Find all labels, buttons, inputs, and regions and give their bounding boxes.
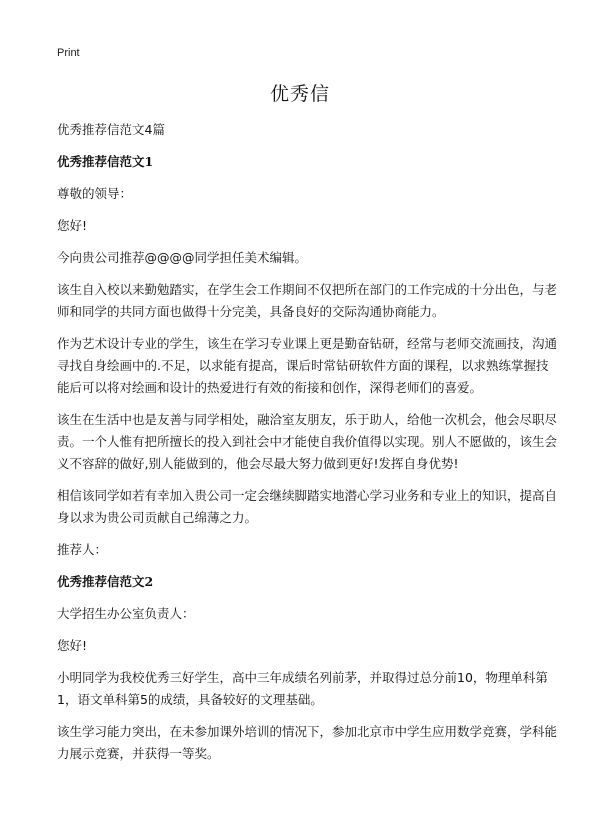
letter1-heading: 优秀推荐信范文1: [57, 154, 154, 169]
letter1-paragraph: 该生自入校以来勤勉踏实，在学生会工作期间不仅把所在部门的工作完成的十分出色，与老师和同学的共同方面也做得十分完美，具备良好的交际沟通协商能力。: [57, 282, 558, 319]
letter2-greeting: 大学招生办公室负责人：: [57, 606, 195, 621]
page-title: 优秀信: [269, 83, 330, 105]
letter1-signoff: 推荐人：: [57, 542, 108, 557]
letter1-paragraph: 该生在生活中也是友善与同学相处，融洽室友朋友，乐于助人，给他一次机会，他会尽职尽责。一个人惟有把所擅长的投入到社会中才能使自我价值得以实现。别人不愿做的，该生会义不容辞的做好,别人能做到的，他会尽最大努力做到更好!发挥自身优势!: [57, 412, 558, 471]
letter1-greeting: 尊敬的领导：: [57, 186, 133, 201]
letter2-hello: 您好!: [57, 638, 88, 653]
letter1-paragraph: 作为艺术设计专业的学生，该生在学习专业课上更是勤奋钻研，经常与老师交流画技，沟通寻找自身绘画中的.不足，以求能有提高，课后时常钻研软件方面的课程，以求熟练掌握技能后可以将对绘画和设计的热爱进行有效的衔接和创作，深得老师们的喜爱。: [57, 336, 558, 395]
letter1-hello: 您好!: [57, 218, 88, 233]
letter2-paragraph: 小明同学为我校优秀三好学生，高中三年成绩名列前茅，并取得过总分前10，物理单科第1，语文单科第5的成绩，具备较好的文理基础。: [57, 670, 548, 707]
document-subtitle: 优秀推荐信范文4篇: [57, 122, 165, 137]
document-body: [57, 119, 557, 775]
letter2-paragraph: 该生学习能力突出，在未参加课外培训的情况下，参加北京市中学生应用数学竞赛，学科能力展示竞赛，并获得一等奖。: [57, 724, 558, 761]
letter1-paragraph: 今向贵公司推荐@@@@同学担任美术编辑。: [57, 250, 308, 265]
letter2-heading: 优秀推荐信范文2: [57, 574, 154, 589]
print-link[interactable]: Print: [57, 47, 80, 59]
letter1-paragraph: 相信该同学如若有幸加入贵公司一定会继续脚踏实地潜心学习业务和专业上的知识，提高自身以求为贵公司贡献自己绵薄之力。: [57, 488, 558, 525]
